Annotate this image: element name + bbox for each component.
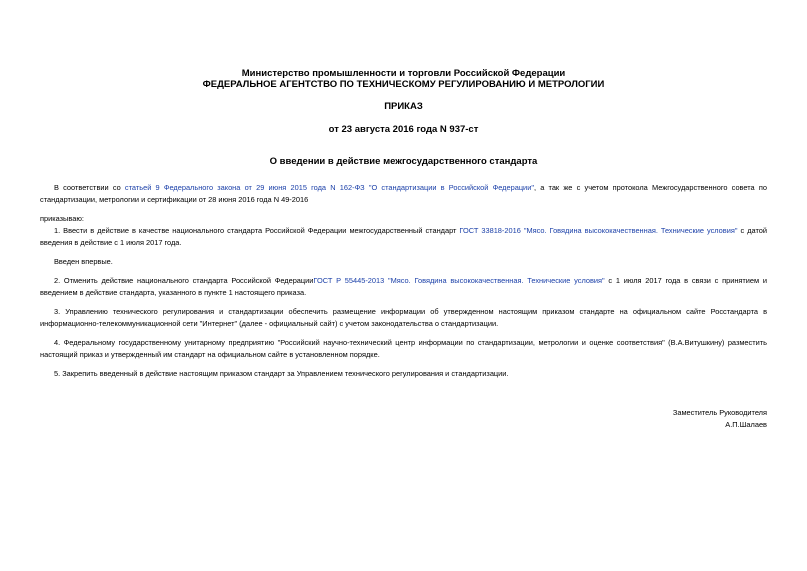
preamble-text-1: В соответствии со	[54, 183, 125, 192]
item-2-paragraph	[40, 275, 767, 299]
item-1-text-1: 1. Ввести в действие в качестве национального стандарта Российской Федерации межгосударственный стандарт	[54, 226, 460, 235]
item-1-text-2: с датой введения в действие с 1 июля 2017 года.	[40, 226, 767, 247]
preamble-text-2: , а так же с учетом протокола Межгосударственного совета по стандартизации, метрологии и сертификации от 28 июня 2016 года N 49-2016	[40, 183, 767, 204]
item-1-paragraph	[40, 225, 767, 249]
item-5-paragraph: 5. Закрепить введенный в действие настоящим приказом стандарт за Управлением технического регулирования и стандартизации.	[54, 369, 509, 378]
doc-type: ПРИКАЗ	[384, 101, 423, 112]
ministry-name: Министерство промышленности и торговли Российской Федерации	[241, 68, 566, 79]
item-4-paragraph: 4. Федеральному государственному унитарному предприятию "Российский научно-технический центр информации по стандартизации, метрологии и оценке соответствия" (В.А.Витушкину) разместить настоящий приказ и утвержденный им стандарт на официальном сайте в установленном порядке.	[40, 338, 767, 359]
gost-r-55445-link[interactable]: ГОСТ Р 55445-2013 "Мясо. Говядина высококачественная. Технические условия"	[313, 276, 605, 285]
doc-title: О введении в действие межгосударственного стандарта	[269, 156, 538, 167]
item-2-text-2: с 1 июля 2017 года в связи с принятием и введением в действие стандарта, указанного в пункте 1 настоящего приказа.	[40, 276, 768, 297]
signatory-position: Заместитель Руководителя	[672, 408, 767, 417]
agency-name: ФЕДЕРАЛЬНОЕ АГЕНТСТВО ПО ТЕХНИЧЕСКОМУ РЕГУЛИРОВАНИЮ И МЕТРОЛОГИИ	[202, 79, 605, 90]
item-2-text-1: 2. Отменить действие национального стандарта Российской Федерации	[54, 276, 314, 285]
preamble-paragraph	[40, 182, 767, 206]
federal-law-link[interactable]: статьей 9 Федерального закона от 29 июня 2015 года N 162-ФЗ "О стандартизации в Российской Федерации"	[124, 183, 534, 192]
doc-date: от 23 августа 2016 года N 937-ст	[328, 124, 479, 135]
item-3-paragraph: 3. Управлению технического регулирования и стандартизации обеспечить размещение информации об утвержденном настоящим приказом стандарте на официальном сайте Росстандарта в информационно-телекоммуникационной сети "Интернет" (далее - официальный сайт) с учетом законодательства о стандартизации.	[40, 307, 767, 328]
gost-33818-link[interactable]: ГОСТ 33818-2016 "Мясо. Говядина высококачественная. Технические условия"	[459, 226, 738, 235]
first-time-note: Введен впервые.	[54, 257, 113, 266]
order-word: приказываю:	[40, 214, 84, 223]
signatory-name: А.П.Шалаев	[725, 420, 767, 429]
